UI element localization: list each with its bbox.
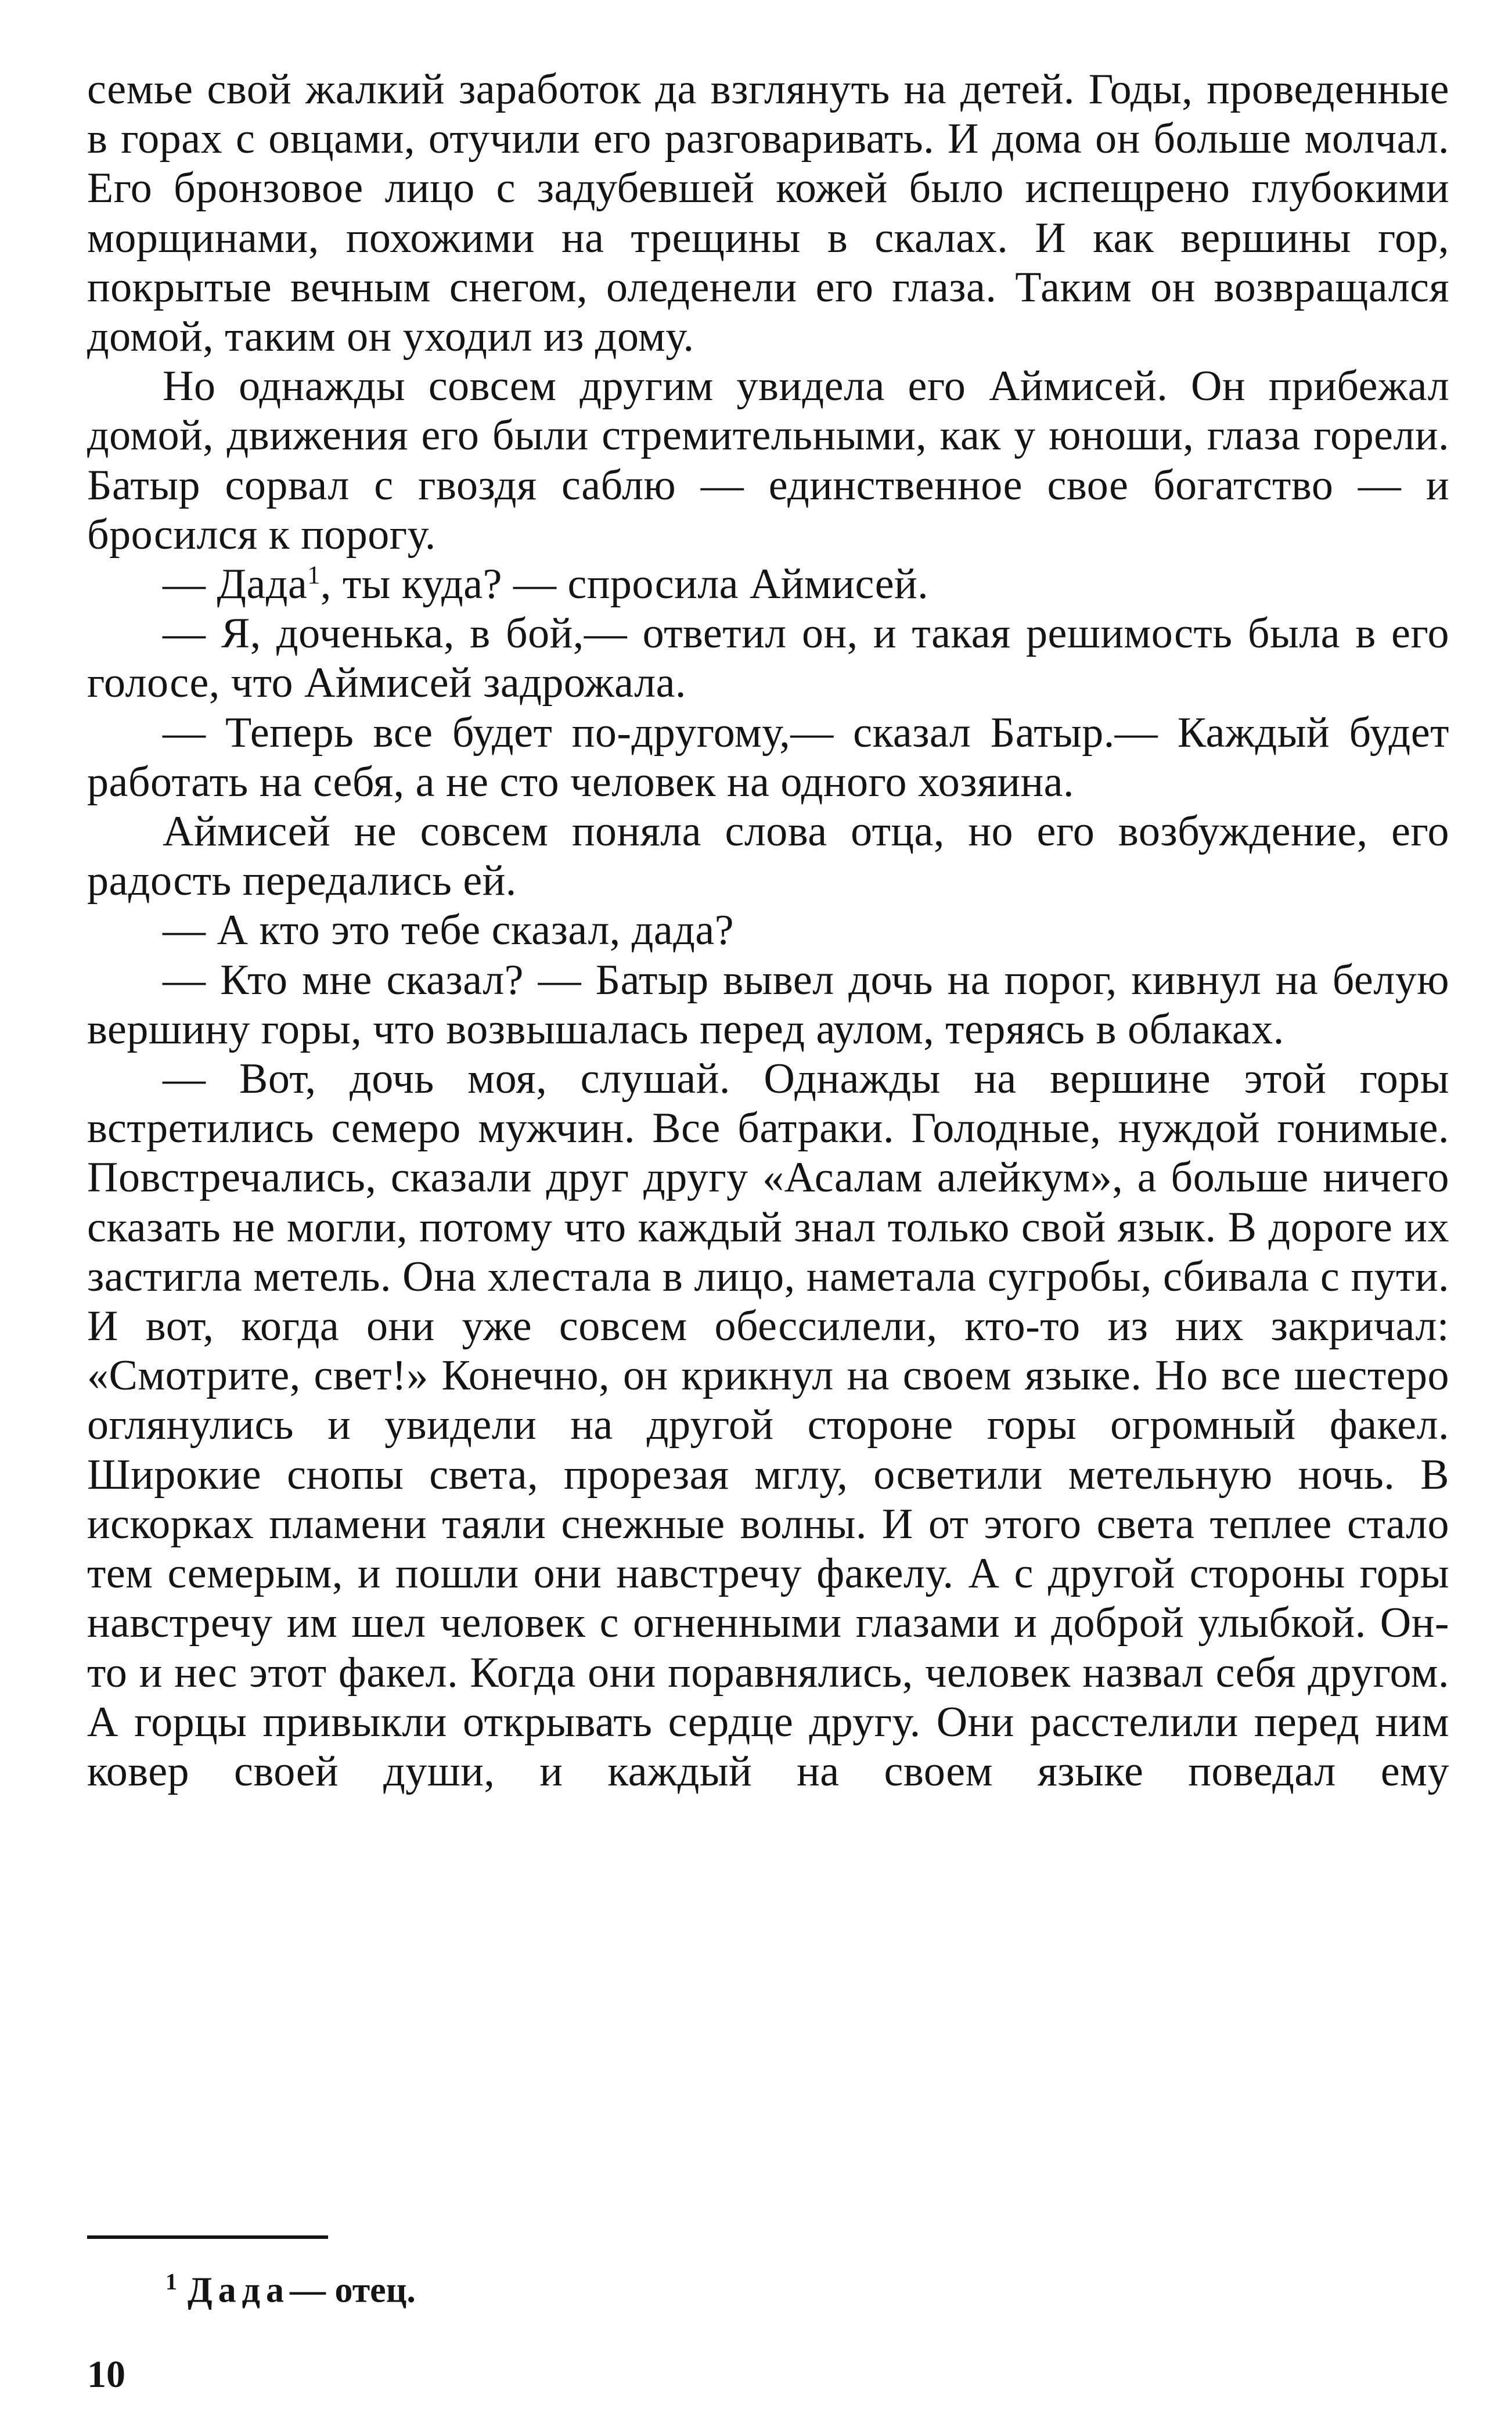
main-text <box>87 65 1449 1796</box>
footnote-term: Дада <box>188 2270 290 2310</box>
paragraph-2: Но однажды совсем другим увидела его Аймисей. Он прибежал домой, движения его были стремительными, как у юноши, глаза горели. Батыр сорвал с гвоздя саблю — единственное свое богатство — и бросился к порогу. <box>87 362 1449 559</box>
page-number: 10 <box>87 2353 125 2396</box>
footnote-definition: — отец. <box>290 2270 416 2310</box>
paragraph-1: семье свой жалкий заработок да взглянуть на детей. Годы, проведенные в горах с овцами, отучили его разговаривать. И дома он больше молчал. Его бронзовое лицо с задубевшей кожей было испещрено глубокими морщинами, похожими на трещины в скалах. И как вершины гор, покрытые вечным снегом, оледенели его глаза. Таким он возвращался домой, таким он уходил из дому. <box>87 66 1449 361</box>
paragraph-4: — Я, доченька, в бой,— ответил он, и такая решимость была в его голосе, что Аймисей задрожала. <box>87 610 1449 707</box>
paragraph-3-end: , ты куда? — спросила Аймисей. <box>320 560 929 608</box>
paragraph-9: — Вот, дочь моя, слушай. Однажды на вершине этой горы встретились семеро мужчин. Все батраки. Голодные, нуждой гонимые. Повстречались, сказали друг другу «Асалам алейкум», а больше ничего сказать не могли, потому что каждый знал только свой язык. В дороге их застигла метель. Она хлестала в лицо, наметала сугробы, сбивала с пути. И вот, когда они уже совсем обессилели, кто-то из них закричал: «Смотрите, свет!» Конечно, он крикнул на своем языке. Но все шестеро оглянулись и увидели на другой стороне горы огромный факел. Широкие снопы света, прорезая мглу, осветили метельную ночь. В искорках пламени таяли снежные волны. И от этого света теплее стало тем семерым, и пошли они навстречу факелу. А с другой стороны горы навстречу им шел человек с огненными глазами и доброй улыбкой. Он-то и нес этот факел. Когда они поравнялись, человек назвал себя другом. А горцы привыкли открывать сердце другу. Они расстелили перед ним ковер своей души, и каждый на своем языке поведал ему <box>87 1055 1449 1795</box>
paragraph-5: — Теперь все будет по-другому,— сказал Батыр.— Каждый будет работать на себя, а не сто человек на одного хозяина. <box>87 708 1449 806</box>
paragraph-6: Аймисей не совсем поняла слова отца, но его возбуждение, его радость передались ей. <box>87 808 1449 905</box>
footnote <box>165 2259 416 2314</box>
footnote-reference: 1 <box>307 560 321 589</box>
footnote-divider <box>87 2235 328 2239</box>
paragraph-3-start: — Дада <box>163 560 308 608</box>
paragraph-7: — А кто это тебе сказал, дада? <box>163 906 735 955</box>
footnote-mark: 1 <box>165 2269 177 2295</box>
paragraph-3 <box>87 560 1449 609</box>
paragraph-8: — Кто мне сказал? — Батыр вывел дочь на порог, кивнул на белую вершину горы, что возвышалась перед аулом, теряясь в облаках. <box>87 956 1449 1053</box>
